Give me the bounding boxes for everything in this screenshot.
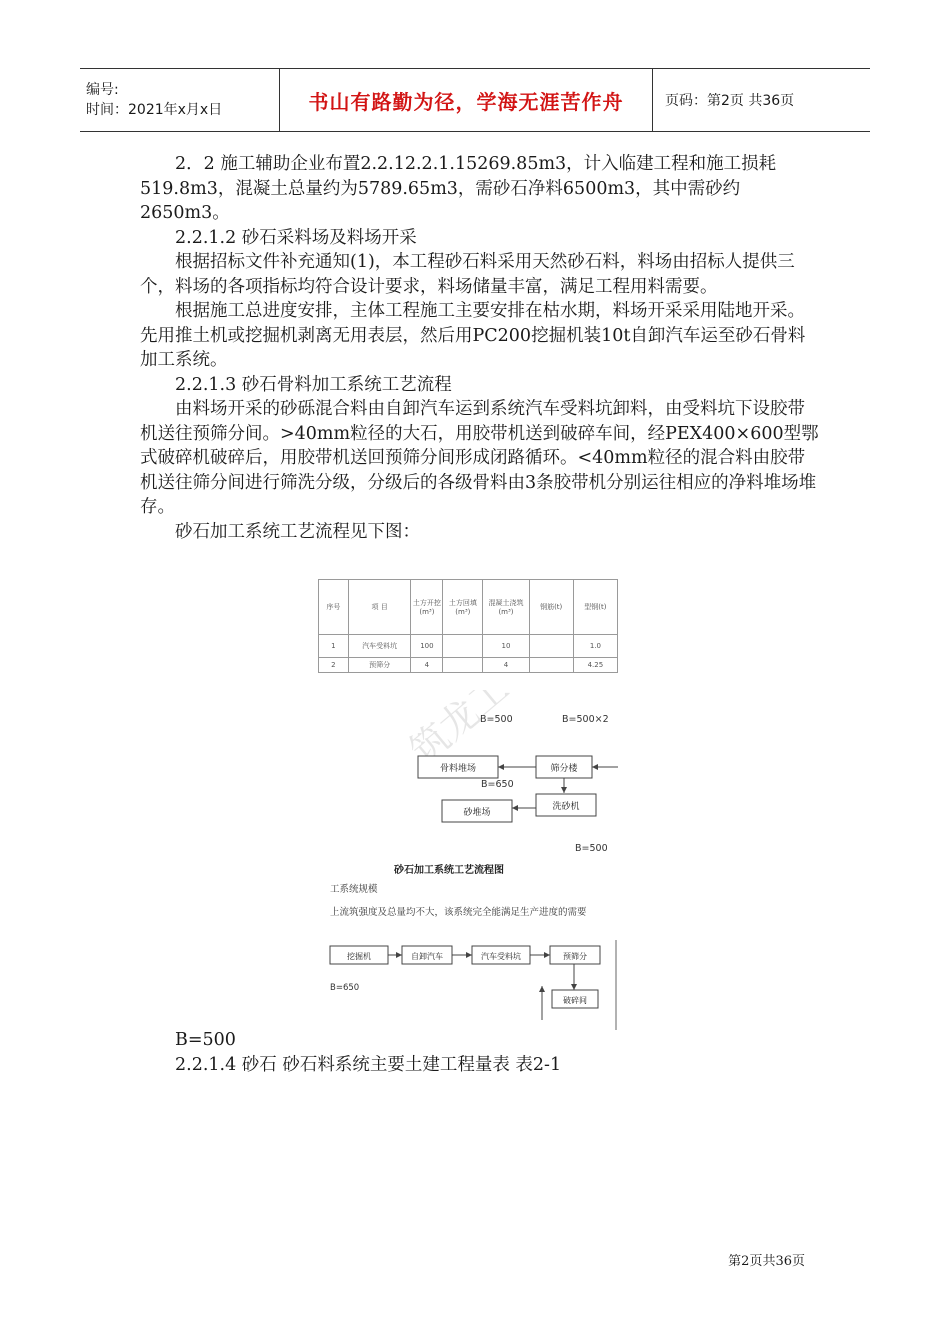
label-b500: B=500 — [175, 1030, 236, 1050]
diagram-arrowhead — [592, 764, 598, 770]
diagram-arrowhead — [561, 787, 567, 793]
header-meta — [80, 69, 280, 131]
paragraph-5: 砂石加工系统工艺流程见下图： — [175, 521, 420, 542]
table-cell — [529, 658, 573, 673]
footer-page-number: 第2页共36页 — [728, 1254, 805, 1269]
paragraph-1: 2．2 施工辅助企业布置2.2.12.2.1.15269.85m3，计入临建工程和施工损耗519.8m3，混凝土总量约为5789.65m3，需砂石净料6500m3，其中需砂约2650m3。 — [140, 154, 777, 223]
diagram-label-b650-mid: B=650 — [481, 779, 514, 790]
section-heading-2-2-1-2: 2.2.1.2 砂石采料场及料场开采 — [175, 227, 417, 248]
diagram-title: 砂石加工系统工艺流程图 — [394, 865, 504, 876]
diagram-box-label: 挖掘机 — [347, 952, 371, 961]
diagram-arrowhead — [498, 764, 504, 770]
table-header-cell: 型钢(t) — [573, 580, 617, 635]
table-row — [319, 658, 618, 673]
diagram-box-label: 砂堆场 — [463, 808, 491, 818]
quantity-table — [318, 579, 618, 673]
header-page — [653, 69, 870, 131]
diagram-box-label: 骨料堆场 — [439, 764, 477, 774]
body-text-lower — [140, 1028, 820, 1077]
body-text-upper — [140, 152, 820, 544]
paragraph-2: 根据招标文件补充通知(1)，本工程砂石料采用天然砂石料，料场由招标人提供三个，料场的各项指标均符合设计要求，料场储量丰富，满足工程用料需要。 — [140, 252, 795, 297]
table-cell: 4 — [483, 658, 529, 673]
table-header-cell: 序号 — [319, 580, 349, 635]
table-header-cell: 土方回填(m³) — [443, 580, 483, 635]
table-cell — [443, 658, 483, 673]
diagram-label-b500-top: B=500 — [480, 714, 513, 725]
table-cell: 预筛分 — [348, 658, 411, 673]
diagram-caption-line-2: 上流筑强度及总量均不大，该系统完全能满足生产进度的需要 — [330, 907, 587, 918]
time-label: 时间：2021年x月x日 — [86, 102, 223, 118]
diagram-caption-line-1: 工系统规模 — [330, 884, 378, 895]
diagram-arrowhead — [544, 952, 550, 958]
diagram-label-b650-bottom: B=650 — [330, 983, 360, 993]
diagram-arrowhead — [512, 805, 518, 811]
page-header — [80, 68, 870, 132]
table-header-cell: 土方开挖(m³) — [411, 580, 443, 635]
diagram-box-label: 预筛分 — [563, 952, 587, 961]
header-motto — [280, 69, 653, 131]
table-cell: 2 — [319, 658, 349, 673]
table-header-row — [319, 580, 618, 635]
table-cell — [529, 635, 573, 658]
table-cell: 100 — [411, 635, 443, 658]
quantity-table-image — [318, 579, 618, 682]
paragraph-4: 由料场开采的砂砾混合料由自卸汽车运到系统汽车受料坑卸料，由受料坑下设胶带机送往预筛分间。>40mm粒径的大石，用胶带机送到破碎车间，经PEX400×600型鄂式破碎机破碎后，用胶带机送回预筛分间形成闭路循环。<40mm粒径的混合料由胶带机送往筛分间进行筛洗分级，分级后的各级骨料由3条胶带机分别运往相应的净料堆场堆存。 — [140, 399, 819, 517]
section-heading-2-2-1-3: 2.2.1.3 砂石骨料加工系统工艺流程 — [175, 374, 452, 395]
table-cell: 4.25 — [573, 658, 617, 673]
table-cell: 1 — [319, 635, 349, 658]
table-header-cell: 混凝土浇筑(m³) — [483, 580, 529, 635]
page-footer — [728, 1250, 805, 1269]
section-heading-2-2-1-4: 2.2.1.4 砂石 砂石料系统主要土建工程量表 表2-1 — [175, 1054, 562, 1075]
paragraph-3: 根据施工总进度安排，主体工程施工主要安排在枯水期，料场开采采用陆地开采。先用推土机或挖掘机剥离无用表层，然后用PC200挖掘机装10t自卸汽车运至砂石骨料加工系统。 — [140, 301, 806, 370]
page-label: 页码：第2页 共36页 — [665, 93, 795, 109]
diagram-arrowhead — [466, 952, 472, 958]
table-row — [319, 635, 618, 658]
diagram-label-b500x2: B=500×2 — [562, 714, 609, 725]
table-cell: 1.0 — [573, 635, 617, 658]
diagram-arrowhead — [571, 984, 577, 990]
table-header-cell: 钢筋(t) — [529, 580, 573, 635]
diagram-box-label: 洗砂机 — [552, 802, 580, 812]
diagram-box-label: 筛分楼 — [550, 764, 578, 774]
diagram-box-label: 汽车受料坑 — [481, 952, 521, 961]
diagram-arrowhead — [396, 952, 402, 958]
table-cell — [443, 635, 483, 658]
diagram-arrowhead — [539, 986, 545, 992]
diagram-box-label: 破碎间 — [563, 996, 587, 1005]
diagram-label-b500-right: B=500 — [575, 843, 608, 854]
process-flow-svg — [318, 690, 618, 1030]
table-cell: 汽车受料坑 — [348, 635, 411, 658]
table-cell: 10 — [483, 635, 529, 658]
process-flow-diagram — [318, 690, 618, 1030]
table-cell: 4 — [411, 658, 443, 673]
diagram-box-label: 自卸汽车 — [411, 952, 443, 961]
motto-text: 书山有路勤为径，学海无涯苦作舟 — [308, 89, 624, 114]
table-header-cell: 项 目 — [348, 580, 411, 635]
number-label: 编号: — [86, 82, 119, 98]
